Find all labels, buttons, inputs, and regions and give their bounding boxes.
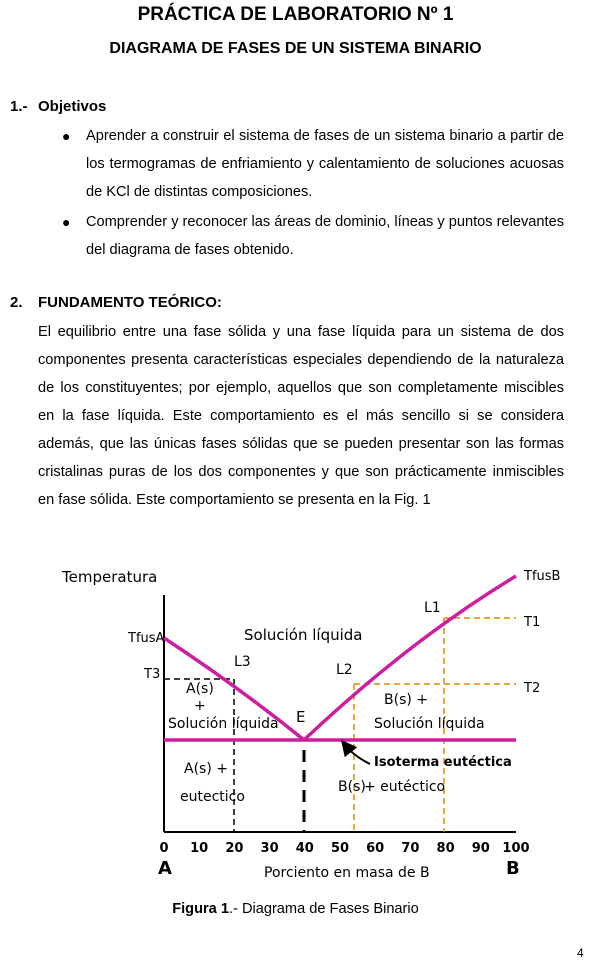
x-tick-label: 100 <box>502 841 530 856</box>
region-ae-label: A(s) + <box>184 761 228 777</box>
region-b-liquid: Solución líquida <box>374 716 485 732</box>
objective-item <box>62 208 564 264</box>
tfusA-label: TfusA <box>128 631 165 646</box>
x-axis-title: Porciento en masa de B <box>264 865 430 881</box>
caption-text: .- Diagrama de Fases Binario <box>228 901 419 917</box>
t3-label: T3 <box>144 667 161 682</box>
x-right-label: B <box>506 858 520 879</box>
objective-item <box>62 122 564 206</box>
x-tick-label: 70 <box>401 841 420 856</box>
region-a-liquid: Solución líquida <box>168 716 279 732</box>
x-tick-label: 90 <box>471 841 490 856</box>
page-title: PRÁCTICA DE LABORATORIO Nº 1 <box>137 4 454 25</box>
objective-text: Comprender y reconocer las áreas de dominio, líneas y puntos relevantes del diagrama de fases obtenido. <box>86 214 564 258</box>
y-axis-title: Temperatura <box>62 568 158 586</box>
t1-label: T1 <box>524 615 541 630</box>
region-be-eutectic: + eutéctico <box>364 779 446 795</box>
section2-number: 2. <box>10 294 23 311</box>
x-tick-label: 20 <box>225 841 244 856</box>
l1-label: L1 <box>424 600 441 616</box>
l2-label: L2 <box>336 662 353 678</box>
region-ae-eutectic: eutectico <box>180 789 245 805</box>
x-left-label: A <box>158 858 172 879</box>
phase-diagram-figure <box>40 560 560 890</box>
x-tick-label: 10 <box>190 841 209 856</box>
t2-label: T2 <box>524 681 541 696</box>
region-b-label: B(s) + <box>384 692 429 708</box>
x-tick-label: 60 <box>366 841 385 856</box>
theory-paragraph: El equilibrio entre una fase sólida y una fase líquida para un sistema de dos componentes presenta características especiales dependiendo de la naturaleza de los constituyentes; por ejemplo, aquellos que son completamente miscibles en la fase líquida. Este comportamiento es el más sencillo si se considera además, que las únicas fases sólidas que se pueden presentar son las formas cristalinas puras de los dos componentes y que son prácticamente inmiscibles en fase sólida. Este comportamiento se presenta en la Fig. 1 <box>38 324 564 508</box>
region-a-label: A(s) <box>186 681 214 697</box>
isotherm-label: Isoterma eutéctica <box>374 755 512 770</box>
caption-label: Figura 1 <box>172 901 229 917</box>
eutectic-point-label: E <box>296 708 306 726</box>
region-a-plus: + <box>194 698 206 714</box>
x-tick-label: 40 <box>295 841 314 856</box>
tfusB-label: TfusB <box>524 569 560 584</box>
page-number: 4 <box>577 946 584 960</box>
x-tick-label: 50 <box>330 841 350 856</box>
phase-diagram <box>40 560 560 890</box>
bullet-icon: ● <box>62 214 71 230</box>
bullet-icon: ● <box>62 128 71 144</box>
x-tick-label: 0 <box>159 841 169 856</box>
figure-caption <box>0 901 591 917</box>
section1-number: 1.- <box>10 98 28 115</box>
objective-text: Aprender a construir el sistema de fases de un sistema binario a partir de los termogramas de enfriamiento y calentamiento de soluciones acuosas de KCl de distintas composiciones. <box>86 128 564 200</box>
isotherm-arrow-icon <box>346 746 370 764</box>
page-subtitle: DIAGRAMA DE FASES DE UN SISTEMA BINARIO <box>109 40 482 57</box>
x-tick-label: 80 <box>436 841 455 856</box>
section1-heading: Objetivos <box>38 98 107 115</box>
x-tick-label: 30 <box>260 841 279 856</box>
region-be-label: B(s) <box>338 779 366 795</box>
liquid-region-label: Solución líquida <box>244 626 363 644</box>
x-tick-labels <box>159 841 529 856</box>
section2-heading: FUNDAMENTO TEÓRICO: <box>38 294 222 311</box>
l3-label: L3 <box>234 654 251 670</box>
